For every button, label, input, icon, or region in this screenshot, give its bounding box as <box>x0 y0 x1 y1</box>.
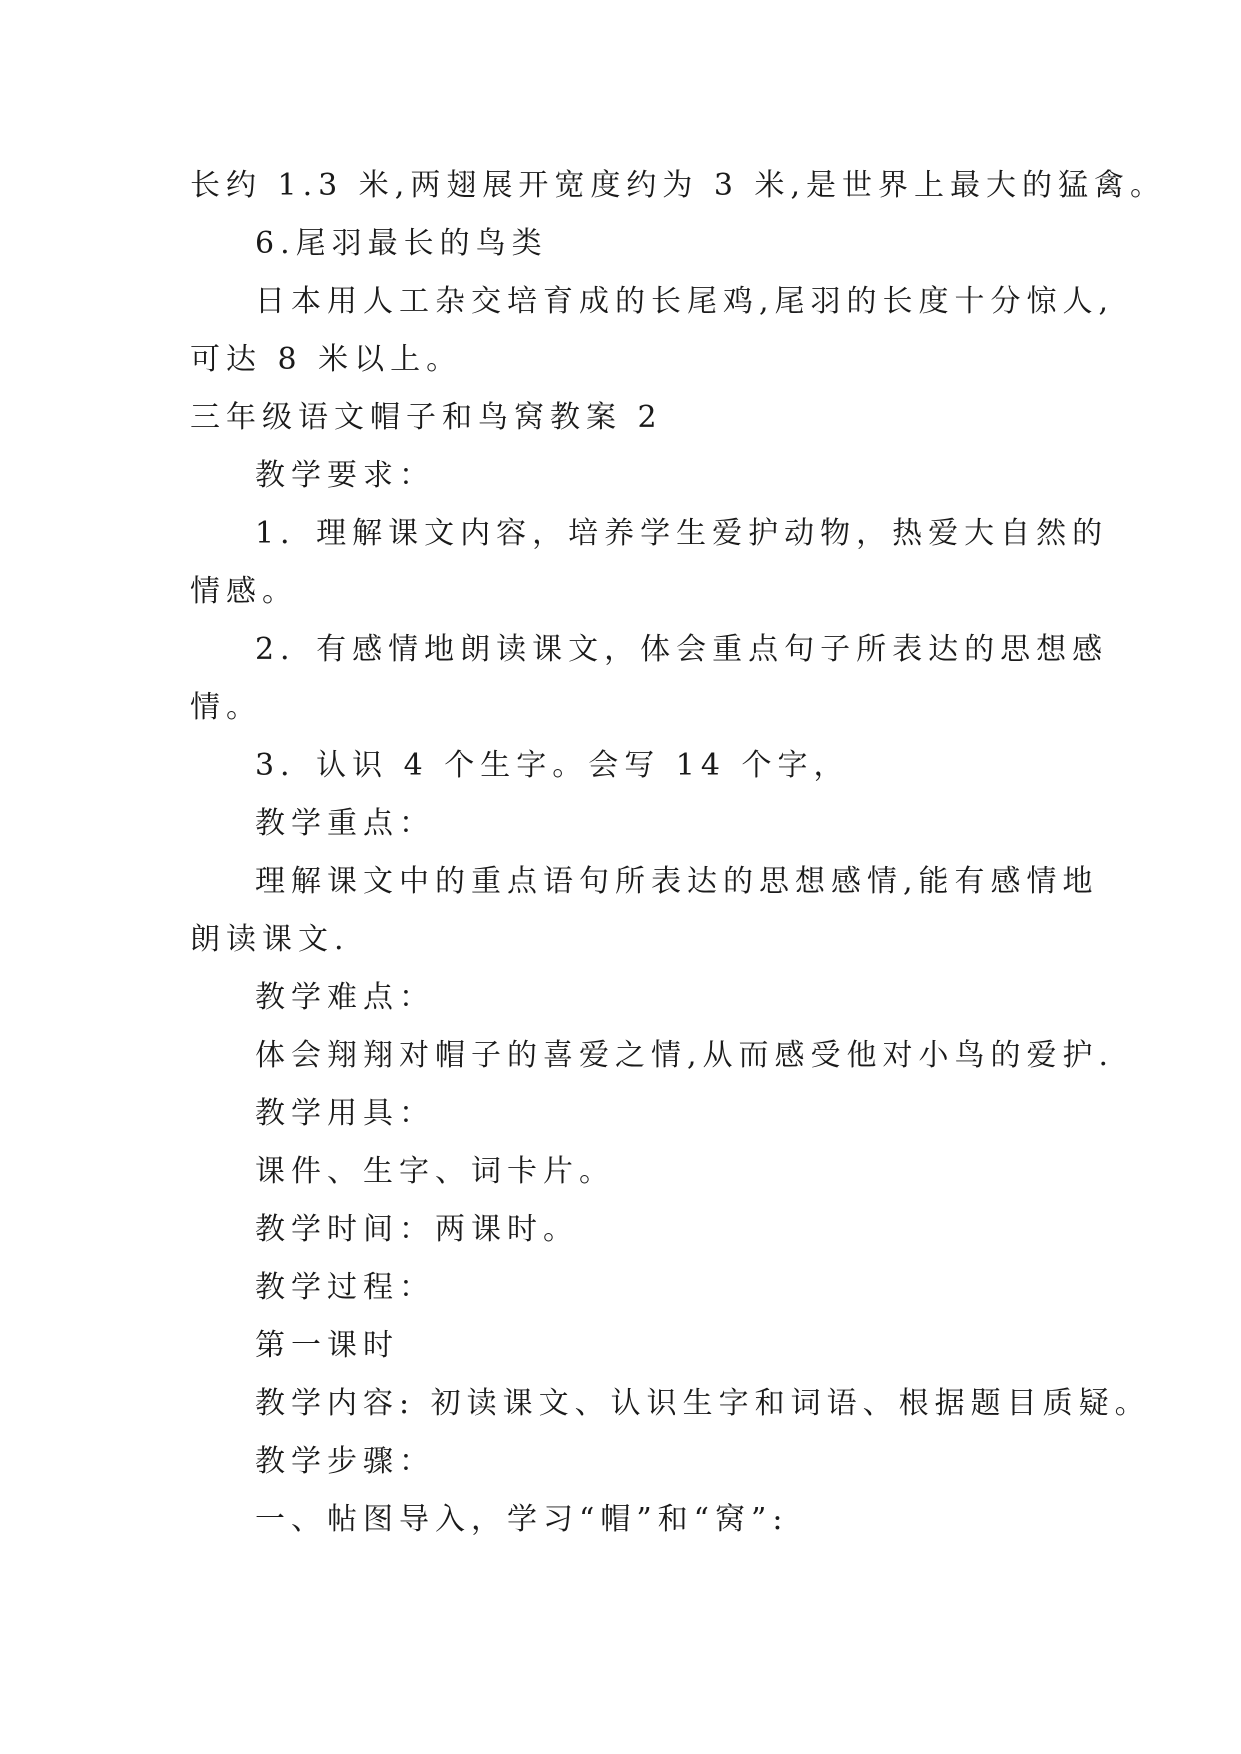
section-heading: 教学难点： <box>255 980 435 1015</box>
list-item: 2．有感情地朗读课文，体会重点句子所表达的思想感 <box>255 632 1109 667</box>
section-heading: 6.尾羽最长的鸟类 <box>255 226 548 261</box>
list-item: 1．理解课文内容，培养学生爱护动物，热爱大自然的 <box>255 516 1109 551</box>
section-heading: 第一课时 <box>255 1328 399 1363</box>
body-text-line: 情感。 <box>190 574 298 609</box>
body-text-line: 教学时间：两课时。 <box>255 1212 579 1247</box>
body-text-line: 可达 8 米以上。 <box>190 342 463 377</box>
section-heading: 教学过程： <box>255 1270 435 1305</box>
section-heading: 教学要求： <box>255 458 435 493</box>
body-text-line: 教学内容: 初读课文、认识生字和词语、根据题目质疑。 <box>255 1386 1151 1421</box>
document-title: 三年级语文帽子和鸟窝教案 2 <box>190 400 663 435</box>
body-text-line: 课件、生字、词卡片。 <box>255 1154 615 1189</box>
body-text-line: 体会翔翔对帽子的喜爱之情,从而感受他对小鸟的爱护. <box>255 1038 1115 1073</box>
body-text-line: 长约 1.3 米,两翅展开宽度约为 3 米,是世界上最大的猛禽。 <box>190 168 1167 203</box>
section-heading: 教学步骤： <box>255 1444 435 1479</box>
body-text-line: 理解课文中的重点语句所表达的思想感情,能有感情地 <box>255 864 1099 899</box>
body-text-line: 一、帖图导入，学习“帽”和“窝”: <box>255 1502 789 1537</box>
list-item: 3．认识 4 个生字。会写 14 个字， <box>255 748 850 783</box>
body-text-line: 日本用人工杂交培育成的长尾鸡,尾羽的长度十分惊人, <box>255 284 1115 319</box>
body-text-line: 朗读课文. <box>190 922 350 957</box>
body-text-line: 情。 <box>190 690 262 725</box>
section-heading: 教学重点： <box>255 806 435 841</box>
section-heading: 教学用具： <box>255 1096 435 1131</box>
